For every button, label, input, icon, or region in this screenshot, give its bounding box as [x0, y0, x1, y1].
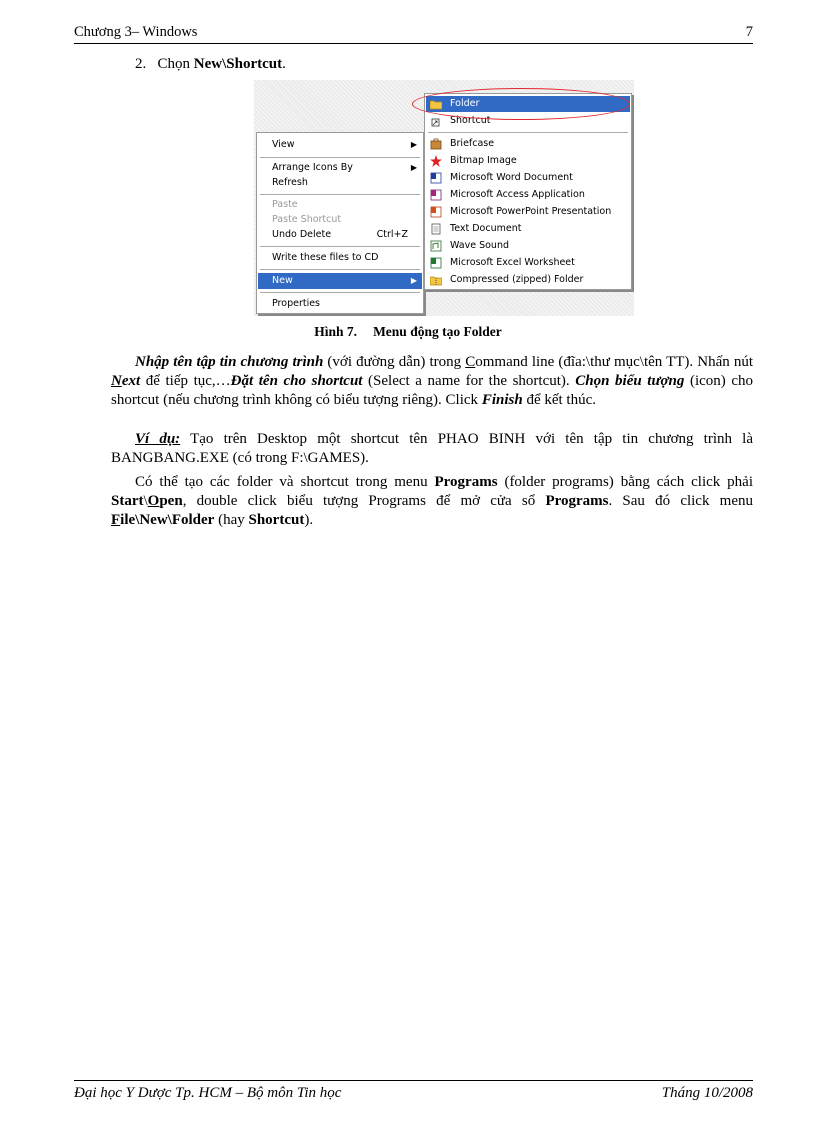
- menu-item-new-label: New: [272, 275, 293, 286]
- menu-item-paste-label: Paste: [272, 199, 298, 210]
- menu-separator: [260, 194, 420, 195]
- menu-item-new[interactable]: [258, 273, 422, 289]
- text-run: (với đường dẫn) trong: [323, 354, 466, 370]
- footer-institution: Đại học Y Dược Tp. HCM – Bộ môn Tin học: [74, 1085, 342, 1101]
- submenu-item-access[interactable]: [426, 187, 630, 203]
- text-run: (folder programs) bằng cách click phải: [497, 474, 753, 490]
- menu-item-undo-label: Undo Delete: [272, 229, 332, 240]
- submenu-item-wave[interactable]: [426, 238, 630, 254]
- menu-item-view-label: View: [272, 139, 295, 150]
- menu-item-paste-shortcut: [258, 212, 422, 228]
- menu-item-view[interactable]: [258, 137, 422, 153]
- submenu-arrow-icon: ▶: [410, 276, 417, 285]
- text-bold: Programs: [434, 474, 498, 490]
- submenu-item-access-label: Microsoft Access Application: [450, 189, 585, 200]
- paragraph-example: [111, 430, 753, 468]
- text-run: để kết thúc.: [522, 392, 596, 408]
- page-number: 7: [745, 24, 753, 40]
- text-emphasis: ext: [121, 373, 141, 389]
- submenu-item-bitmap-label: Bitmap Image: [450, 155, 517, 166]
- paragraph-programs: [111, 473, 753, 530]
- submenu-item-powerpoint[interactable]: [426, 204, 630, 220]
- excel-icon: [430, 257, 442, 269]
- step-command: New\Shortcut: [193, 56, 283, 72]
- text-bold: Shortcut: [248, 512, 305, 528]
- page-header: [74, 22, 753, 44]
- text-bold: \New\Folder: [135, 512, 215, 528]
- menu-item-arrange-label: Arrange Icons By: [272, 162, 353, 173]
- menu-separator: [260, 157, 420, 158]
- access-icon: [430, 189, 442, 201]
- menu-item-undo-delete[interactable]: [258, 227, 422, 243]
- submenu-item-powerpoint-label: Microsoft PowerPoint Presentation: [450, 206, 612, 217]
- page-footer: [74, 1080, 753, 1103]
- figure-caption-text: Menu động tạo Folder: [373, 324, 502, 339]
- text-bold: O: [147, 493, 160, 509]
- submenu-item-zip-label: Compressed (zipped) Folder: [450, 274, 584, 285]
- text-run: \: [143, 493, 148, 509]
- submenu-item-briefcase-label: Briefcase: [450, 138, 495, 149]
- menu-separator: [428, 132, 628, 133]
- text-run: (Select a name for the shortcut).: [362, 373, 576, 389]
- text-run: Có thể tạo các folder và shortcut trong menu: [135, 474, 435, 490]
- text-run: để tiếp tục,…: [140, 373, 231, 389]
- text-emphasis: Đặt tên cho shortcut: [230, 373, 363, 389]
- context-menu: [256, 132, 424, 314]
- submenu-item-briefcase[interactable]: [426, 136, 630, 152]
- text-run: (hay: [214, 512, 249, 528]
- screenshot-figure: [254, 80, 634, 316]
- menu-separator: [260, 292, 420, 293]
- figure-number: Hình 7.: [314, 324, 358, 339]
- paragraph-instructions: [111, 353, 753, 410]
- menu-item-properties[interactable]: [258, 296, 422, 312]
- text-bold: pen: [159, 493, 183, 509]
- submenu-item-word[interactable]: [426, 170, 630, 186]
- menu-item-arrange-icons[interactable]: [258, 160, 422, 176]
- menu-item-write-cd[interactable]: [258, 250, 422, 266]
- submenu-item-folder-label: Folder: [450, 98, 480, 109]
- text-bold: Programs: [545, 493, 609, 509]
- submenu-arrow-icon: ▶: [410, 140, 417, 149]
- menu-separator: [260, 269, 420, 270]
- text-run: ).: [304, 512, 314, 528]
- submenu-item-text-label: Text Document: [450, 223, 522, 234]
- menu-item-write-cd-label: Write these files to CD: [272, 252, 379, 263]
- menu-item-paste-shortcut-label: Paste Shortcut: [272, 214, 342, 225]
- submenu-item-excel-label: Microsoft Excel Worksheet: [450, 257, 575, 268]
- text-emphasis: Ví dụ:: [135, 431, 181, 447]
- menu-item-properties-label: Properties: [272, 298, 321, 309]
- step-instruction: [135, 56, 286, 73]
- powerpoint-icon: [430, 206, 442, 218]
- footer-date: Tháng 10/2008: [661, 1085, 753, 1101]
- step-number: 2.: [135, 56, 147, 72]
- zipped-folder-icon: [430, 274, 442, 286]
- text-run: Tạo trên Desktop một shortcut tên PHAO BINH với tên tập tin chương trình là BANGBANG.EXE (có trong F:\GAMES).: [111, 431, 753, 466]
- bitmap-icon: [430, 155, 442, 167]
- text-run: (icon) cho shortcut (nếu chương trình không có biểu tượng riêng). Click: [111, 373, 754, 408]
- text-emphasis: Chọn biểu tượng: [575, 373, 685, 389]
- annotation-ellipse: [412, 88, 630, 120]
- step-prefix: Chọn: [157, 56, 194, 72]
- text-emphasis: N: [111, 373, 122, 389]
- submenu-item-text[interactable]: [426, 221, 630, 237]
- step-suffix: .: [282, 56, 286, 72]
- text-bold: ile: [120, 512, 136, 528]
- text-document-icon: [430, 223, 442, 235]
- wave-sound-icon: [430, 240, 442, 252]
- new-submenu: [424, 93, 632, 290]
- chapter-title: Chương 3– Windows: [74, 24, 198, 40]
- submenu-item-wave-label: Wave Sound: [450, 240, 510, 251]
- submenu-item-excel[interactable]: [426, 255, 630, 271]
- menu-item-refresh-label: Refresh: [272, 177, 308, 188]
- menu-item-paste: [258, 197, 422, 213]
- submenu-arrow-icon: ▶: [410, 163, 417, 172]
- text-run: , double click biểu tượng Programs để mở cửa sổ: [182, 493, 546, 509]
- submenu-item-word-label: Microsoft Word Document: [450, 172, 573, 183]
- submenu-item-zip[interactable]: [426, 272, 630, 288]
- text-run: . Sau đó click menu: [608, 493, 753, 509]
- text-run: ommand line (đĩa:\thư mục\tên TT). Nhấn nút: [475, 354, 753, 370]
- keyboard-shortcut: Ctrl+Z: [376, 229, 408, 240]
- menu-separator: [260, 246, 420, 247]
- briefcase-icon: [430, 138, 442, 150]
- figure-caption: [0, 324, 816, 340]
- text-emphasis: Finish: [481, 392, 523, 408]
- submenu-item-shortcut-label: Shortcut: [450, 115, 491, 126]
- shortcut-icon: [430, 115, 442, 127]
- word-document-icon: [430, 172, 442, 184]
- text-emphasis: Nhập tên tập tin chương trình: [135, 354, 324, 370]
- text-bold: F: [111, 512, 121, 528]
- submenu-item-bitmap[interactable]: [426, 153, 630, 169]
- text-bold: Start: [111, 493, 144, 509]
- menu-item-refresh[interactable]: [258, 175, 422, 191]
- text-underline: C: [465, 354, 476, 370]
